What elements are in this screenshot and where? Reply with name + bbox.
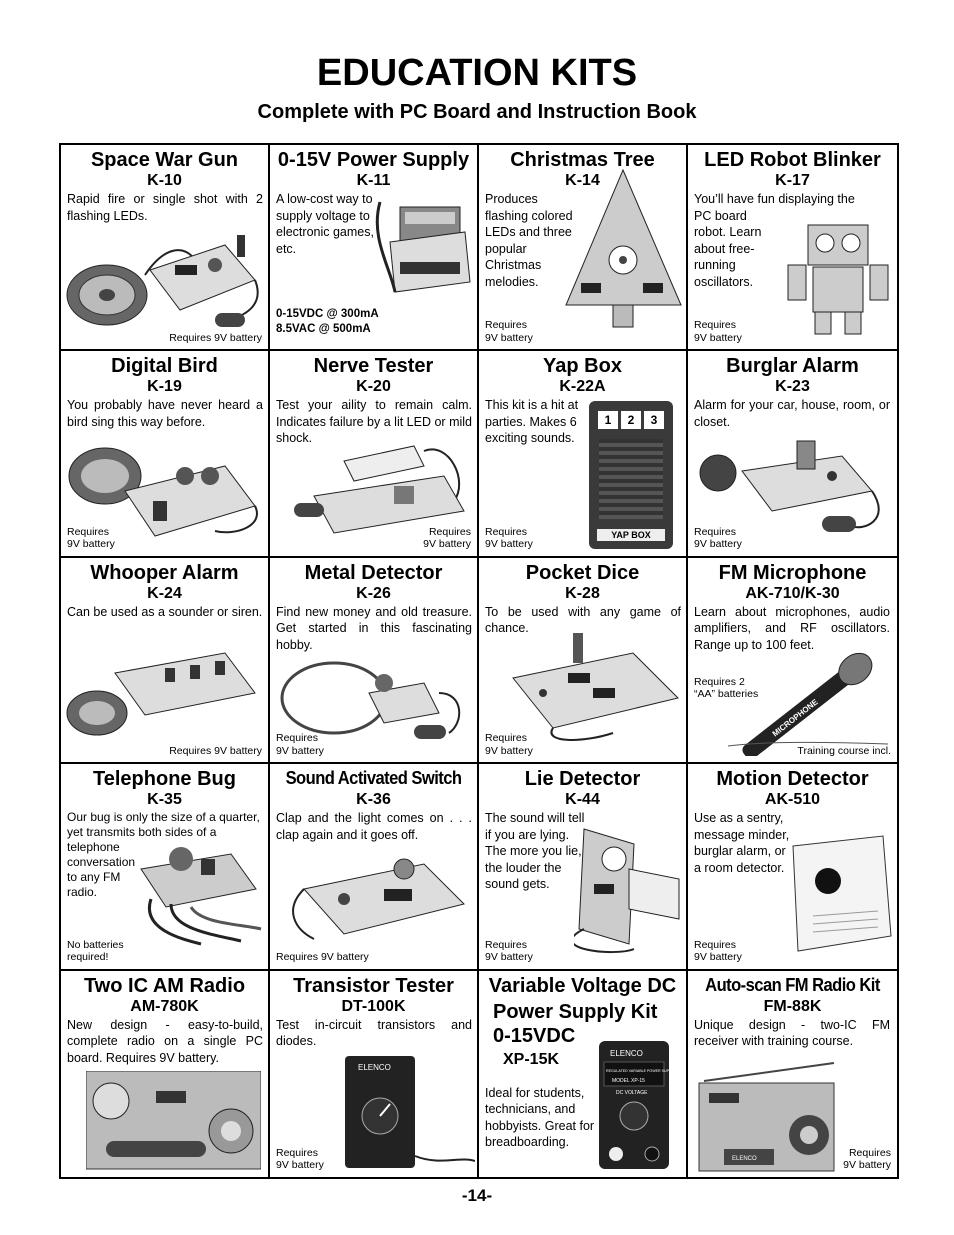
kit-model: AK-510 (764, 791, 821, 809)
transistor-tester-image (330, 1056, 475, 1176)
kit-cell-ak510 (688, 764, 897, 970)
battery-note: Requires 9V battery (485, 525, 533, 551)
kit-cell-k36 (270, 764, 479, 970)
yap-box-label: YAP BOX (597, 529, 665, 541)
kit-description: Ideal for students, technicians, and hobbyists. Great for breadboarding. (485, 1085, 595, 1150)
battery-note: Requires 9V battery (843, 1146, 891, 1172)
kit-grid (59, 143, 899, 1179)
xp15-voltage-label: DC VOLTAGE (616, 1089, 648, 1096)
kit-cell-xp15k (479, 971, 688, 1177)
kit-description: Find new money and old treasure. Get started in this fascinating hobby. (276, 604, 472, 652)
kit-description: A low-cost way to supply voltage to electronic games, etc. (276, 192, 374, 256)
kit-model: K-35 (147, 791, 182, 809)
yap-button-3: 3 (644, 411, 664, 429)
pocket-dice-image (483, 633, 683, 748)
kit-description: Alarm for your car, house, room, or closet. (694, 398, 890, 429)
battery-note: Requires 9V battery (694, 319, 742, 344)
kit-description: Rapid fire or single shot with 2 flashing LEDs. (67, 192, 263, 223)
kit-name: FM Microphone (718, 561, 867, 584)
space-war-gun-image (65, 225, 265, 335)
page-number: -14- (461, 1186, 493, 1205)
battery-note: Requires 9V battery (169, 744, 262, 757)
kit-model: K-17 (775, 172, 810, 189)
kit-description: Test in-circuit transistors and diodes. (276, 1017, 472, 1049)
kit-model: K-28 (565, 584, 600, 602)
kit-cell-k24 (61, 558, 270, 764)
am-radio-image (86, 1071, 261, 1171)
xp15-power-supply-image (594, 1036, 684, 1174)
battery-note: Requires 9V battery (485, 938, 533, 964)
kit-description: To be used with any game of chance. (485, 604, 681, 636)
kit-name: LED Robot Blinker (704, 149, 881, 171)
kit-cell-k20 (270, 351, 479, 557)
kit-name: Variable Voltage DC (488, 974, 677, 997)
kit-name: Nerve Tester (313, 355, 434, 378)
training-note: Training course incl. (797, 744, 891, 757)
telephone-bug-image (121, 829, 266, 949)
kit-name: Motion Detector (716, 768, 869, 791)
kit-model: K-19 (147, 378, 182, 396)
kit-cell-fm88k (688, 971, 897, 1177)
battery-note: Requires 9V battery (67, 525, 115, 551)
fm-microphone-image (708, 646, 893, 756)
kit-name: Digital Bird (111, 355, 218, 378)
kit-description: Clap and the light comes on . . . clap again and it goes off. (276, 811, 472, 842)
kit-name: Lie Detector (524, 768, 641, 791)
kit-name: Burglar Alarm (726, 355, 859, 378)
power-supply-image (370, 197, 475, 307)
kit-name: Transistor Tester (293, 974, 454, 997)
kit-model: AM-780K (130, 997, 199, 1015)
battery-note: Requires 9V battery (276, 951, 369, 964)
kit-cell-am780k (61, 971, 270, 1177)
xp15-brand: ELENCO (610, 1048, 643, 1058)
xp15-panel-label: REGULATED VARIABLE POWER SUPPLY (606, 1068, 676, 1073)
kit-description: New design - easy-to-build, complete radio on a single PC board. Requires 9V battery. (67, 1017, 263, 1065)
kit-cell-k11 (270, 145, 479, 351)
kit-name: Sound Activated Switch (285, 768, 462, 789)
kit-model: FM-88K (763, 997, 822, 1015)
kit-description: Our bug is only the size of a quarter, yet transmits both sides of a telephone conversation to any FM radio. (67, 810, 260, 900)
spec-list (276, 307, 379, 337)
battery-note: Requires 9V battery (485, 732, 533, 757)
kit-cell-k17 (688, 145, 897, 351)
spec-ac: 8.5VAC @ 500mA (276, 323, 371, 336)
battery-note: Requires 9V battery (169, 331, 262, 344)
kit-model: K-36 (356, 791, 391, 809)
xp15-model-label: MODEL XP-15 (612, 1077, 645, 1084)
kit-model: AK-710/K-30 (745, 584, 840, 602)
kit-name: Pocket Dice (525, 561, 640, 584)
kit-model: XP-15K (503, 1050, 560, 1068)
fm-radio-kit-image (694, 1053, 839, 1173)
christmas-tree-image (561, 165, 686, 340)
kit-description: Can be used as a sounder or siren. (67, 604, 263, 619)
battery-note: Requires 9V battery (276, 1146, 324, 1172)
sound-switch-image (274, 849, 474, 949)
kit-description: Use as a sentry, message minder, burglar alarm, or a room detector. (694, 811, 790, 875)
kit-description: Learn about microphones, audio amplifiers, and RF oscillators. Range up to 100 feet. (694, 604, 890, 652)
tester-brand: ELENCO (358, 1062, 391, 1072)
kit-name: Whooper Alarm (90, 561, 239, 584)
kit-model: K-14 (565, 172, 600, 189)
kit-cell-k26 (270, 558, 479, 764)
microphone-label: MICROPHONE (770, 697, 820, 739)
kit-description: This kit is a hit at parties. Makes 6 exciting sounds. (485, 398, 579, 446)
yap-box-image (589, 401, 673, 549)
kit-cell-k35 (61, 764, 270, 970)
nerve-tester-image (274, 441, 474, 536)
whooper-alarm-image (65, 643, 265, 743)
kit-model: DT-100K (341, 997, 406, 1015)
kit-cell-dt100k (270, 971, 479, 1177)
kit-cell-k10 (61, 145, 270, 351)
lie-detector-image (574, 819, 684, 959)
page-title: EDUCATION KITS (316, 52, 638, 94)
kit-model: K-11 (356, 172, 391, 189)
kit-cell-k14 (479, 145, 688, 351)
kit-cell-k19 (61, 351, 270, 557)
robot-blinker-image (783, 205, 893, 340)
battery-note: Requires 9V battery (485, 319, 533, 344)
battery-note: No batteries required! (67, 938, 124, 964)
kit-model: K-44 (565, 791, 600, 809)
kit-name: Christmas Tree (510, 149, 655, 171)
kit-name: Auto-scan FM Radio Kit (705, 974, 880, 995)
kit-model: K-20 (356, 378, 391, 396)
kit-cell-k22a (479, 351, 688, 557)
motion-detector-image (783, 816, 895, 956)
kit-name: 0-15V Power Supply (277, 149, 470, 171)
kit-description: The sound will tell if you are lying. The more you lie, the louder the sound gets. (485, 811, 585, 892)
spec-dc: 0-15VDC @ 300mA (276, 308, 379, 321)
kit-model: K-26 (356, 584, 391, 602)
kit-description: Produces flashing colored LEDs and three popular Christmas melodies. (485, 192, 573, 289)
kit-name: Space War Gun (90, 149, 239, 171)
kit-model: K-22A (559, 378, 606, 396)
kit-name: Two IC AM Radio (83, 974, 246, 997)
kit-name: Yap Box (543, 355, 622, 378)
kit-cell-ak710 (688, 558, 897, 764)
battery-note: Requires 9V battery (694, 525, 742, 551)
kit-model: K-24 (147, 584, 182, 602)
kit-cell-k28 (479, 558, 688, 764)
kit-description: Test your aility to remain calm. Indicates failure by a lit LED or mild shock. (276, 398, 472, 446)
kit-description: You’ll have fun displaying the PC board robot. Learn about free-running oscillators. (694, 192, 855, 289)
kit-name: Metal Detector (304, 561, 443, 584)
battery-note: Requires 9V battery (423, 525, 471, 551)
kit-name: Telephone Bug (93, 768, 236, 791)
battery-note: Requires 2 “AA” batteries (694, 675, 759, 701)
kit-cell-k23 (688, 351, 897, 557)
kit-cell-k44 (479, 764, 688, 970)
kit-name-line2: Power Supply Kit (493, 1000, 658, 1023)
kit-description: Unique design - two-IC FM receiver with training course. (694, 1017, 890, 1049)
kit-model: K-10 (147, 172, 182, 189)
kit-name-line3: 0-15VDC (493, 1024, 576, 1047)
battery-note: Requires 9V battery (276, 732, 324, 757)
kit-model: K-23 (775, 378, 810, 396)
page-subtitle: Complete with PC Board and Instruction Book (257, 101, 697, 123)
yap-button-2: 2 (621, 411, 641, 429)
kit-description: You probably have never heard a bird sing this way before. (67, 398, 263, 429)
battery-note: Requires 9V battery (694, 938, 742, 964)
yap-button-1: 1 (598, 411, 618, 429)
fm-kit-brand: ELENCO (732, 1155, 757, 1162)
